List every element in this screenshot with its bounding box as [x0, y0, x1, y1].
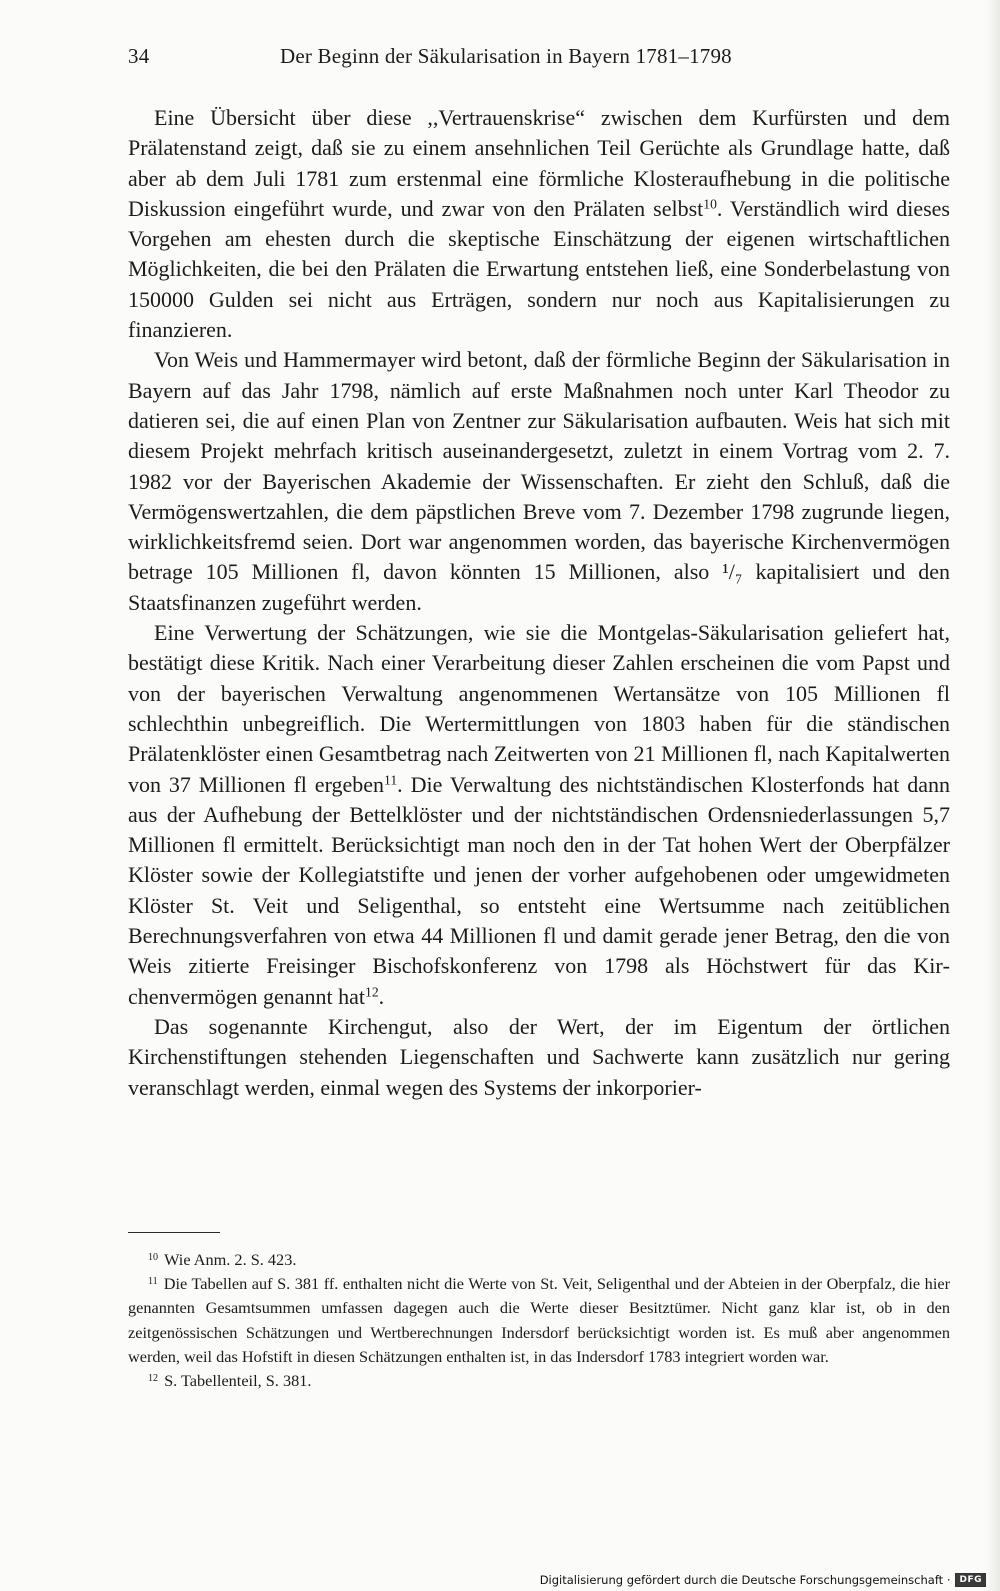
footnotes — [128, 1248, 950, 1393]
footnote-ref-11: 11 — [384, 772, 398, 788]
footnote-number: 10 — [148, 1251, 159, 1263]
footnote-ref-12: 12 — [365, 984, 379, 1000]
running-title: Der Beginn der Säkularisation in Bayern 1781–1798 — [280, 44, 732, 68]
paragraph-4: Das sogenannte Kirchengut, also der Wert, der im Eigentum der örtlichen Kirchenstiftungen stehenden Liegenschaften und Sachwerte kann zusätzlich nur gering veranschlagt werden, einmal wegen des Systems der inkorporier- — [128, 1013, 950, 1100]
footnote-12 — [128, 1369, 950, 1393]
footnote-text: Die Tabellen auf S. 381 ff. enthalten nicht die Werte von St. Veit, Seligenthal und der Abteien in der Oberpfalz, die hier genannten Gesamtsummen umfassen dagegen auch die Werte dieser Besitztümer. Nicht ganz klar ist, ob in den zeitgenössischen Schätzungen und Wertberechnungen Indersdorf berücksichtigt worden ist. Es muß aber angenommen werden, weil das Hofstift in diesen Schätzungen enthalten ist, in das Indersdorf 1783 integriert worden war. — [128, 1274, 950, 1366]
paragraph-1 — [128, 103, 950, 345]
paragraph-3-part-b: . Die Verwaltung des nichtständischen Klosterfonds hat dann aus der Aufhebung der Bettelklöster und der nichtständischen Ordensniederlassungen 5,7 Millionen fl ermittelt. Berücksichtigt man noch den in der Tat hohen Wert der Oberpfälzer Klöster sowie der Kollegiatstifte und jenen der vorher aufgehobenen oder umgewidmeten Klöster St. Veit und Seligenthal, so entsteht eine Wertsumme nach zeitüblichen Berechnungsverfahren von etwa 44 Millionen fl und damit gerade jener Betrag, den die von Weis zitierte Freisinger Bischofskonferenz von 1798 als Höchstwert für das Kirchenvermögen genannt hat — [128, 771, 951, 1009]
paragraph-3-part-c: . — [378, 983, 385, 1009]
paragraph-3-part-a: Eine Verwertung der Schätzungen, wie sie die Montgelas-Säkularisation geliefert hat, bestätigt diese Kritik. Nach einer Verarbeitung dieser Zahlen erscheinen die vom Papst und von der bayerischen Verwaltung angenommenen Wertansätze von 105 Millionen fl schlechthin unbegreiflich. Die Wertermittlungen von 1803 haben für die ständischen Prälatenklöster einen Gesamtbetrag nach Zeitwerten von 21 Millionen fl, nach Kapitalwerten von 37 Millionen fl ergeben — [128, 620, 950, 797]
footnote-rule — [128, 1232, 220, 1233]
running-head — [128, 44, 950, 74]
paragraph-3 — [128, 618, 950, 1012]
paragraph-2: Von Weis und Hammermayer wird betont, daß der förmliche Beginn der Säkularisation in Bayern auf das Jahr 1798, nämlich auf erste Maßnahmen noch unter Karl Theodor zu datieren sei, die auf einen Plan von Zentner zur Säkularisation aufbauten. Weis hat sich mit diesem Projekt mehrfach kritisch auseinandergesetzt, zuletzt in einem Vortrag vom 2. 7. 1982 vor der Bayerischen Akademie der Wissenschaften. Er zieht den Schluß, daß die Vermögenswertzahlen, die dem päpstlichen Breve vom 7. Dezember 1798 zugrunde liegen, wirklichkeitsfremd seien. Dort war angenommen worden, das bayerische Kirchenvermögen betrage 105 Millionen fl, davon könnten 15 Millionen, also ¹/₇ kapitalisiert und den Staatsfinanzen zugeführt werden. — [128, 347, 950, 615]
footnote-11 — [128, 1272, 950, 1369]
page-number: 34 — [128, 44, 150, 68]
footnote-number: 12 — [148, 1372, 159, 1384]
paragraph-1-part-a: Eine Übersicht über diese ,,Vertrauenskrise“ zwischen dem Kurfürsten und dem Prälatenstand zeigt, daß sie zu einem ansehnlichen Teil Gerüchte als Grundlage hatte, daß aber ab dem Juli 1781 zum erstenmal eine förmliche Klosteraufhebung in die politische Diskussion eingeführt wurde, und zwar von den Prälaten selbst — [128, 105, 950, 221]
footnote-text: Wie Anm. 2. S. 423. — [164, 1250, 297, 1269]
dfg-logo-icon: DFG — [955, 1573, 986, 1587]
body-text — [128, 103, 950, 1103]
paragraph-1-part-b: . Verständlich wird dieses Vorgehen am ehesten durch die skeptische Einschätzung der eigenen wirtschaftlichen Möglichkeiten, die bei den Prälaten die Erwartung entstehen ließ, eine Sonderbelastung von 150000 Gulden sei nicht aus Erträgen, sondern nur noch aus Kapitalisierungen zu finanzieren. — [128, 195, 950, 343]
footnote-10 — [128, 1248, 950, 1272]
footnote-text: S. Tabellenteil, S. 381. — [164, 1371, 312, 1391]
scan-edge-shading — [986, 0, 1000, 1591]
footnote-ref-10: 10 — [703, 196, 717, 212]
dfg-credit-line — [540, 1572, 986, 1588]
credit-text: Digitalisierung gefördert durch die Deutsche Forschungsgemeinschaft · — [539, 1573, 951, 1587]
footnote-number: 11 — [148, 1276, 158, 1288]
